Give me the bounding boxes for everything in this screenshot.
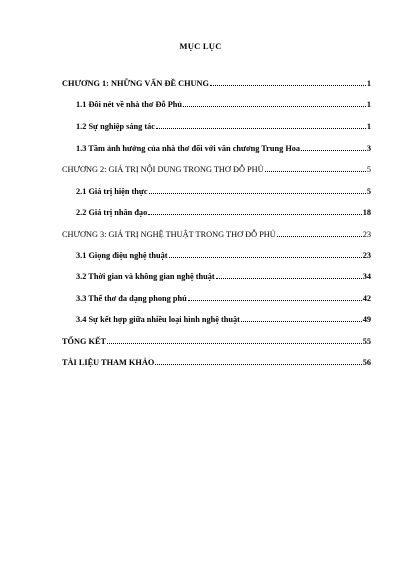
toc-entry-page-number: 23	[362, 230, 371, 239]
toc-entry[interactable]	[62, 164, 371, 175]
toc-entry-page-number: 49	[362, 315, 371, 324]
toc-entry-label: 1.1 Đôi nét về nhà thơ Đỗ Phủ	[76, 100, 183, 109]
toc-entry-page-number: 1	[366, 100, 371, 109]
toc-entry[interactable]	[62, 357, 371, 368]
dot-leader	[149, 192, 366, 194]
toc-entry-label: 2.1 Giá trị hiện thực	[76, 187, 148, 196]
toc-entry[interactable]	[76, 314, 371, 325]
toc-entry[interactable]	[76, 186, 371, 197]
toc-entry[interactable]	[76, 271, 371, 282]
toc-entry[interactable]	[76, 99, 371, 110]
dot-leader	[107, 342, 362, 344]
toc-entry-label: 3.1 Giọng điệu nghệ thuật	[76, 251, 168, 260]
toc-entry[interactable]	[62, 78, 371, 89]
toc-entry-label: CHƯƠNG 3: GIÁ TRỊ NGHỆ THUẬT TRONG THƠ ĐỖ PHỦ	[62, 230, 276, 239]
toc-entry-label: 1.2 Sự nghiệp sáng tác	[76, 122, 155, 131]
dot-leader	[301, 149, 366, 151]
toc-entry-page-number: 1	[366, 122, 371, 131]
toc-entry-label: TỔNG KẾT	[62, 337, 107, 346]
dot-leader	[188, 299, 362, 301]
dot-leader	[148, 213, 361, 215]
toc-entry[interactable]	[62, 229, 371, 240]
toc-entry-page-number: 55	[362, 337, 371, 346]
dot-leader	[216, 277, 362, 279]
toc-entry-page-number: 5	[366, 187, 371, 196]
toc-entry-label: CHƯƠNG 1: NHỮNG VẤN ĐỀ CHUNG	[62, 79, 209, 88]
toc-entry[interactable]	[62, 336, 371, 347]
toc-entry-page-number: 18	[362, 208, 371, 217]
toc-entry-label: 3.2 Thời gian và không gian nghệ thuật	[76, 272, 215, 281]
toc-entry[interactable]	[76, 143, 371, 154]
dot-leader	[169, 256, 362, 258]
toc-entry-page-number: 3	[366, 144, 371, 153]
dot-leader	[156, 127, 366, 129]
toc-entry-page-number: 23	[362, 251, 371, 260]
toc-entry-page-number: 5	[366, 165, 371, 174]
toc-entry-page-number: 34	[362, 272, 371, 281]
page-title: MỤC LỤC	[179, 41, 222, 51]
toc-entry-page-number: 42	[362, 294, 371, 303]
toc-entry-label: 2.2 Giá trị nhân đạo	[76, 208, 148, 217]
toc-entry[interactable]	[76, 293, 371, 304]
dot-leader	[241, 320, 362, 322]
toc-entry-page-number: 1	[366, 79, 371, 88]
dot-leader	[210, 84, 366, 86]
dot-leader	[265, 170, 366, 172]
toc-entry-label: 3.3 Thể thơ đa dạng phong phú	[76, 294, 187, 303]
dot-leader	[155, 363, 361, 365]
toc-entry-label: CHƯƠNG 2: GIÁ TRỊ NỘI DUNG TRONG THƠ ĐỖ PHỦ	[62, 165, 264, 174]
toc-entry[interactable]	[76, 207, 371, 218]
toc-entry-label: 1.3 Tầm ảnh hưởng của nhà thơ đối với văn chương Trung Hoa	[76, 144, 301, 153]
dot-leader	[183, 105, 366, 107]
toc-entry-label: 3.4 Sự kết hợp giữa nhiều loại hình nghệ thuật	[76, 315, 240, 324]
toc-entry-label: TÀI LIỆU THAM KHẢO	[62, 358, 155, 367]
toc-entry[interactable]	[76, 250, 371, 261]
dot-leader	[277, 235, 362, 237]
toc-entry-page-number: 56	[362, 358, 371, 367]
toc-entry[interactable]	[76, 121, 371, 132]
